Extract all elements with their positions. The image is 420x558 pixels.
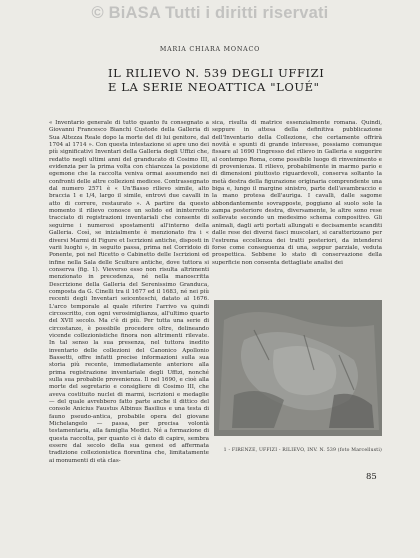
relief-image xyxy=(214,300,382,436)
left-column-text: « Inventario generale di tutto quanto fu consegnato a Giovanni Francesco Bianchi Custode della Galleria di Sua Altezza Reale dopo la morte del di lui genitore, dal 1704 al 1714 ». Con questa intestazione si apre uno dei più significativi Inventari della Galleria degli Uffizi che, redatto negli ultimi anni del granducato di Cosimo III, evidenzia per la prima volta con chiarezza la posizione egemone che la raccolta veniva ormai assumendo nei confronti delle altre collezioni medicee. Contrassegnato dal numero 2571 è « Un'Basso rilievo simile, alto braccia 1 e 1/4, largo il simile, entrovi due cavalli in atto di correre, restaurato ». A partire da questo momento il rilievo conosce un solido ed ininterrotto tracciato di registrazioni inventariali che consente di seguirne i numerosi spostamenti all'interno della Galleria. Così, se inizialmente è menzionato fra i « diversi Marmi di Figure et Iscrizioni antiche, disposti in varii luoghi », in seguito passa, prima nel Corridoio di Ponente, poi nel Ricetto o Cabinetto delle Iscrizioni ed infine nella Sala delle Sculture antiche, dove tuttora si conserva (fig. 1). Vieverso esso non risulta altrimenti menzionato in precedenza, né nella manoscritta Descrizione della Galleria del Serenissimo Granduca, composta da G. Cinelli tra il 1677 ed il 1683, né nei più recenti degli Inventari seicenteschi, datato al 1676. L'arco temporale al quale riferire l'arrivo va quindi circoscritto, con ogni verosimiglianza, all'ultimo quarto del XVII secolo. Ma c'è di più. Per tutta una serie di circostanze, è possibile procedere oltre, delineando vicende collezionistiche finora non altrimenti rilevate. In tal senso la sua presenza, nel tuttora inedito inventario delle collezioni del Canonico Apollonio Bassetti, offre infatti precise informazioni sulla sua storia più recente, immediatamente anteriore alla prima registrazione inventariale degli Uffizi, nonché sulla sua probabile provenienza. Il nel 1690, e cioè alla morte del segretario e consigliere di Cosimo III, che aveva costituito nuclei di marmi, iscrizioni e medaglie — del quale avrebbero fatto parte anche il dittico del console Anicius Faustus Albinus Basilius e una testa di fauno pseudo-antica, probabile opera del giovane Michelangelo — passa, per precisa volontà testamentaria, alla famiglia Medici. Né a formazione di questa raccolta, per quanto ci è dato di capire, sembra essere dal secolo della sua genesi ed affermata tradizione collezionistica fiorentina che, limitatamente ai monumenti di età clas- xyxy=(49,120,209,464)
right-text-column xyxy=(212,120,382,267)
article-author: MARIA CHIARA MONACO xyxy=(159,46,261,53)
title-line-1: IL RILIEVO N. 539 DEGLI UFFIZI xyxy=(108,66,325,80)
page-number: 85 xyxy=(366,472,377,482)
watermark-text: © BiASA Tutti i diritti riservati xyxy=(91,4,329,22)
relief-photograph xyxy=(214,300,382,436)
article-title xyxy=(108,66,408,94)
title-line-2: E LA SERIE NEOATTICA "LOUÉ" xyxy=(108,80,320,94)
right-column-text: sica, risulta di matrice essenzialmente romana. Quindi, seppure in attesa della definitiva pubblicazione dell'Inventario della Collezione, che certamente offrirà novità e spunti di grande interesse, possiamo comunque fissare al 1690 l'ingresso del rilievo in Galleria e suggerire al contempo Roma, come possibile luogo di rinvenimento e di provenienza. Il rilievo, probabilmente in marmo pario e di dimensioni piuttosto riguardevoli, conserva soltanto la metà destra della figurazione originaria comprendente una biga e, lungo il margine sinistro, parte dell'avambraccio e la mano protesa dell'auriga. I cavalli, dalle sagome abbondantemente sovrapposte, poggiano al suolo sole la zampa posteriore destra, diversamente, le altre sono rese sollevate secondo un medesimo schema compositivo. Gli animali, dagli arti portati allungati e decisamente scanditi dalle rese dei diversi fasci muscolari, si caratterizzano per l'estrema eccellenza dei tratti posteriori, da intendersi forse come conseguenza di una, seppur parziale, veduta prospettica. Sebbene lo stato di conservazione della superficie non consenta dettagliate analisi dei xyxy=(212,120,382,266)
left-text-column xyxy=(49,120,209,465)
figure-caption: 1 - FIRENZE, UFFIZI - RILIEVO, INV. N. 539 (foto Marcellusti) xyxy=(223,448,382,453)
